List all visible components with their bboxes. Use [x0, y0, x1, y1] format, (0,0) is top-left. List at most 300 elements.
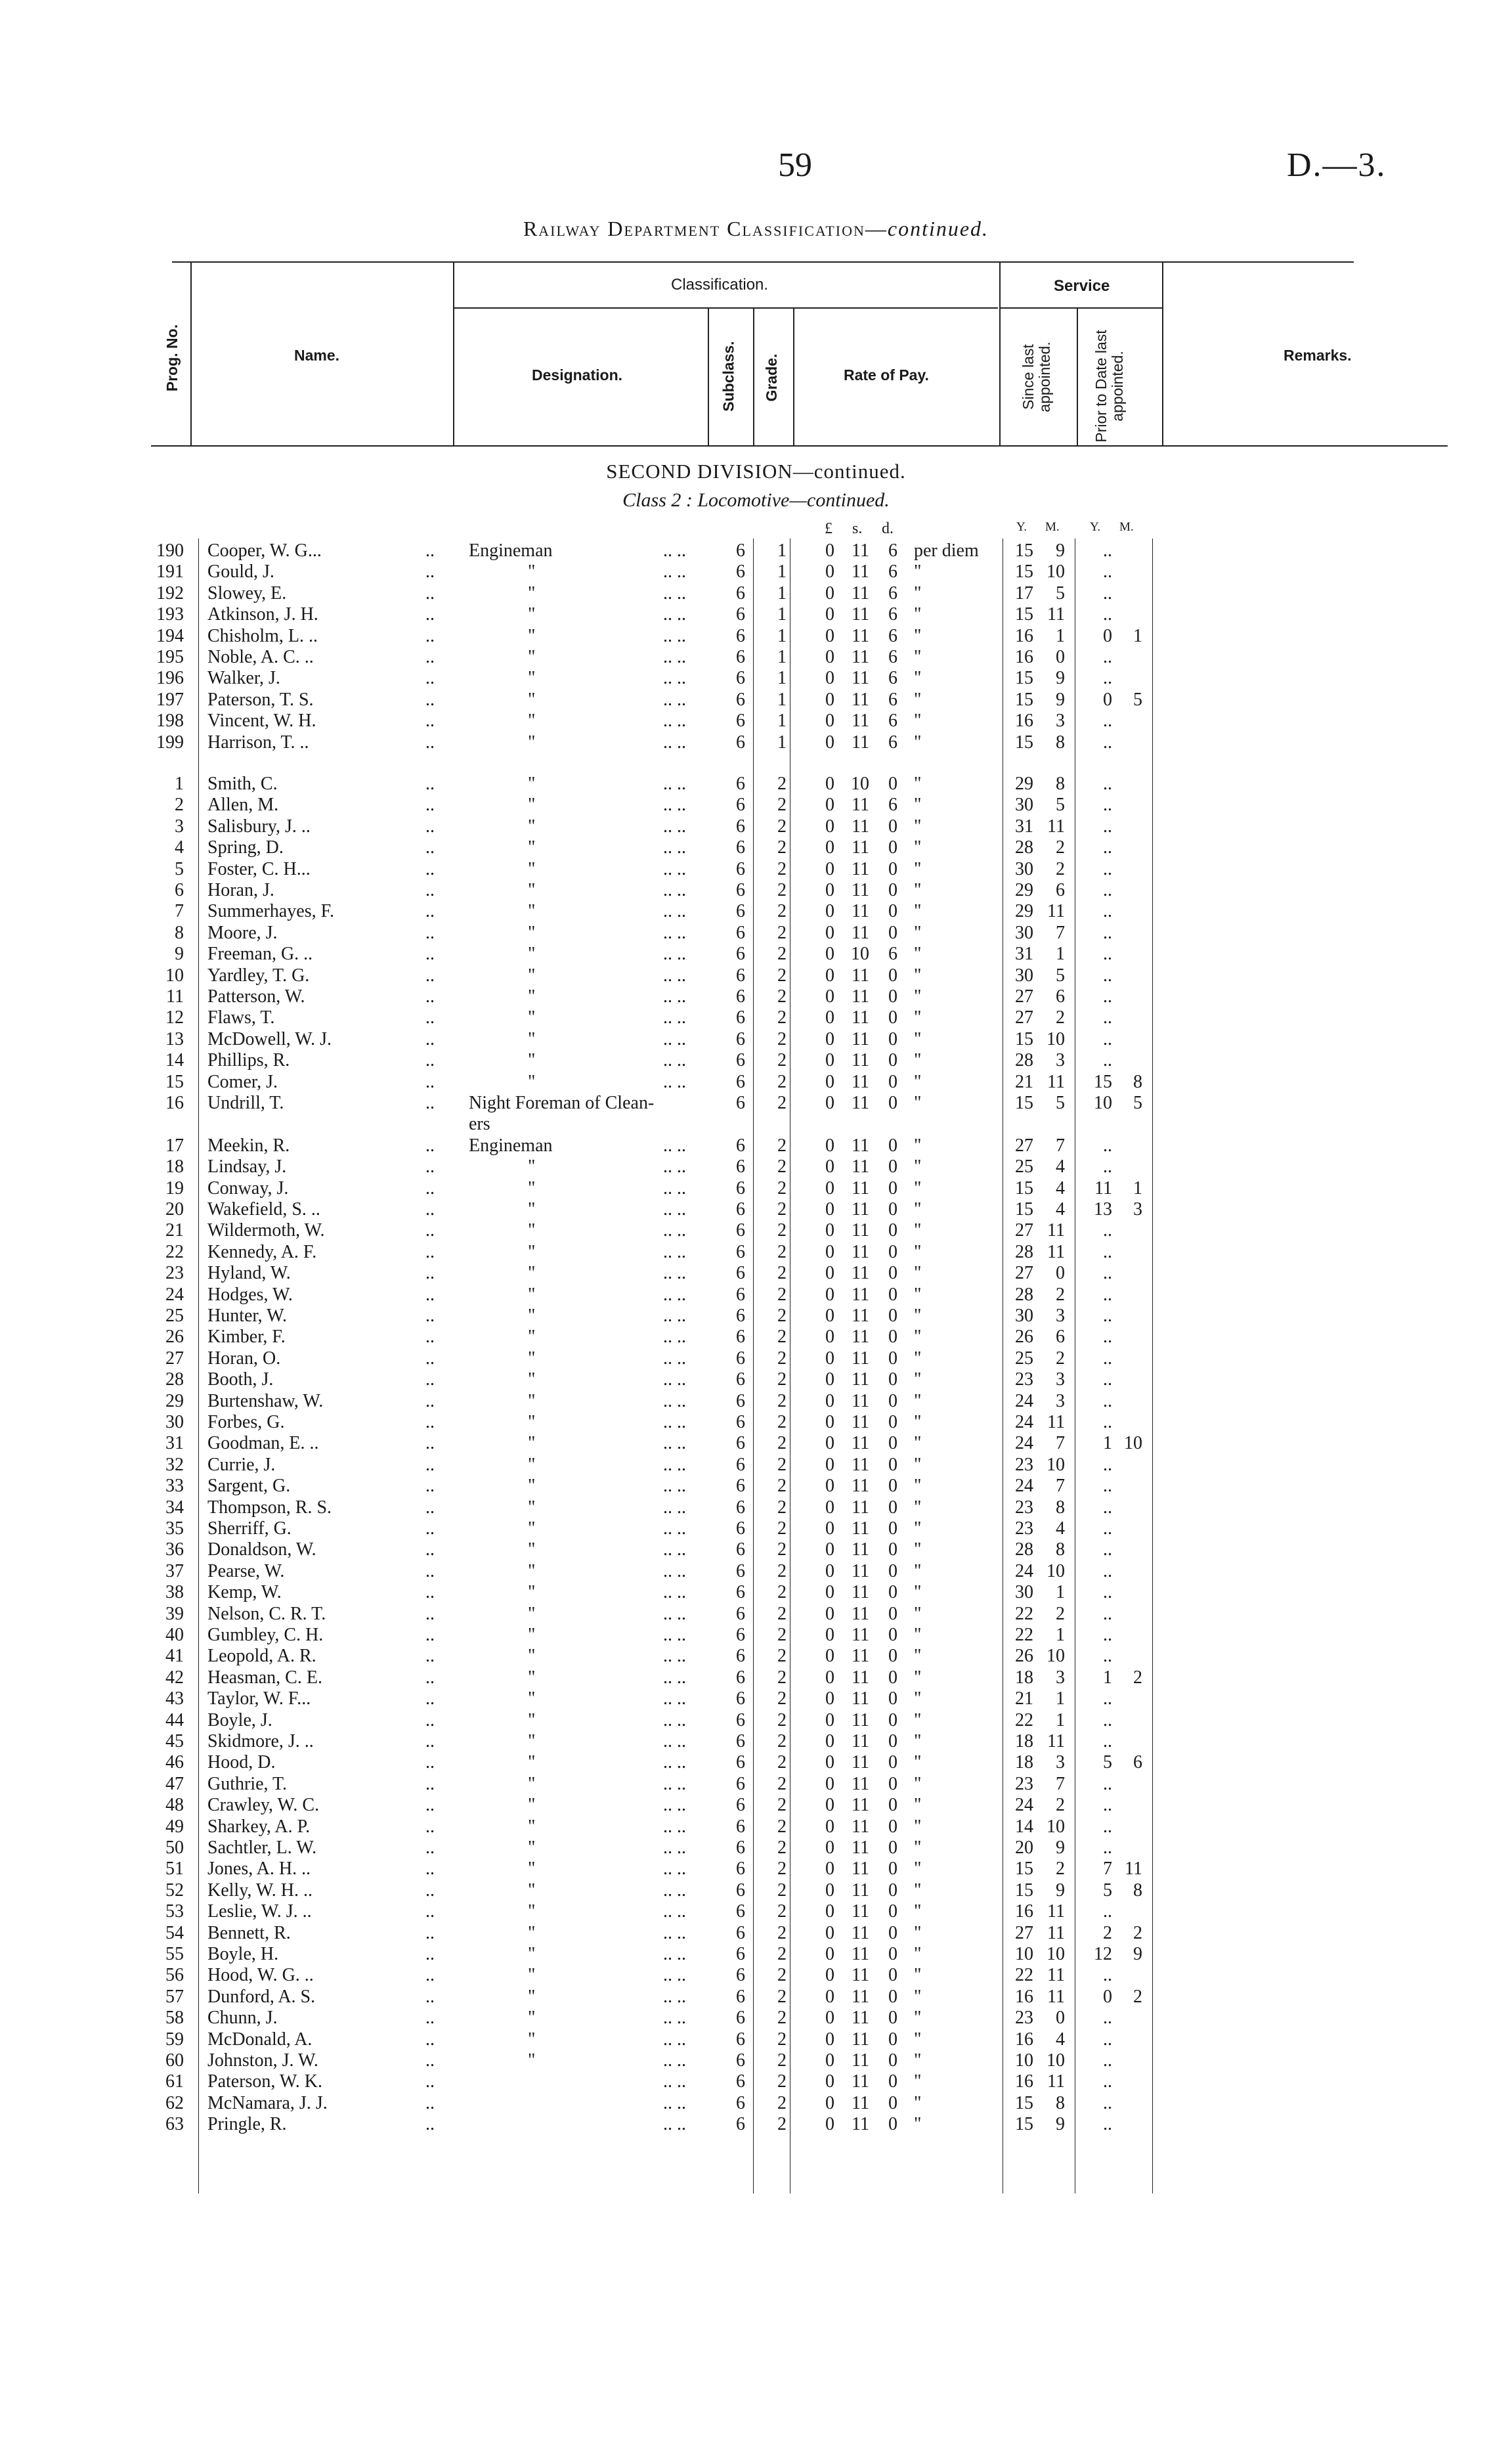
pay-pounds: 0 [825, 1688, 834, 1709]
since-years: 16 [1015, 711, 1033, 732]
leader-dots: .. [425, 1816, 435, 1837]
service-rule [999, 307, 1162, 309]
since-months: 11 [1047, 1965, 1065, 1986]
leader-dots: .. .. [663, 2114, 686, 2135]
subclass: 6 [736, 1965, 745, 1986]
since-months: 2 [1056, 1284, 1065, 1305]
subclass: 6 [736, 1518, 745, 1539]
since-months: 1 [1056, 1709, 1065, 1730]
subclass: 6 [736, 1007, 745, 1028]
prog-no: 19 [165, 1177, 184, 1199]
table-row [0, 1305, 1512, 1327]
pay-shillings: 11 [852, 1220, 869, 1241]
grade: 2 [777, 774, 787, 794]
employee-name: Noble, A. C. .. [207, 647, 314, 667]
pay-shillings: 11 [852, 1327, 869, 1348]
prog-no: 30 [165, 1412, 184, 1432]
subclass: 6 [736, 1071, 745, 1092]
since-years: 25 [1015, 1348, 1033, 1369]
grade: 2 [777, 1625, 787, 1645]
grade: 2 [777, 1986, 787, 2007]
leader-dots: .. [425, 774, 435, 794]
prior-years: .. [1103, 2092, 1112, 2113]
grade: 2 [777, 1327, 787, 1348]
leader-dots: .. [425, 944, 435, 965]
employee-name: Leopold, A. R. [207, 1646, 316, 1667]
leader-dots: .. .. [663, 2029, 686, 2050]
pay-period: " [914, 880, 922, 900]
pay-period: " [914, 1433, 922, 1454]
pay-period: " [914, 965, 922, 986]
pay-period: " [914, 901, 922, 922]
leader-dots: .. [425, 625, 435, 646]
pay-shillings: 11 [852, 837, 869, 858]
leader-dots: .. [425, 1348, 435, 1369]
pay-period: " [914, 1773, 922, 1794]
leader-dots: .. .. [663, 1241, 686, 1262]
prog-no: 60 [165, 2050, 184, 2071]
prior-years: .. [1103, 2050, 1112, 2071]
leader-dots: .. [425, 689, 435, 710]
table-row [0, 1199, 1512, 1220]
table-row [0, 1581, 1512, 1603]
prog-no: 49 [165, 1816, 184, 1837]
prior-years: .. [1103, 1625, 1112, 1645]
prog-no: 13 [165, 1028, 184, 1049]
since-years: 27 [1015, 1135, 1033, 1156]
leader-dots: .. .. [663, 1625, 686, 1645]
leader-dots: .. .. [663, 732, 686, 753]
grade: 2 [777, 1773, 787, 1794]
prog-no: 33 [165, 1476, 184, 1497]
since-years: 28 [1015, 837, 1033, 858]
subclass: 6 [736, 1625, 745, 1645]
table-row [0, 1880, 1512, 1901]
designation: " [528, 1965, 536, 1986]
pay-period: " [914, 1199, 922, 1220]
pay-pence: 6 [888, 689, 897, 710]
pay-pence: 0 [888, 837, 897, 858]
since-months: 5 [1056, 795, 1065, 816]
prog-no: 14 [165, 1050, 184, 1071]
since-years: 27 [1015, 1263, 1033, 1284]
table-row [0, 1262, 1512, 1284]
grade: 2 [777, 922, 787, 943]
since-years: 31 [1015, 944, 1033, 965]
since-years: 24 [1015, 1433, 1033, 1454]
subclass: 6 [736, 711, 745, 732]
employee-name: Wildermoth, W. [207, 1220, 325, 1241]
prior-years: .. [1103, 732, 1112, 753]
pay-pounds: 0 [825, 1241, 834, 1262]
prior-years: .. [1103, 2029, 1112, 2050]
employee-name: Salisbury, J. .. [207, 816, 311, 837]
pay-period: " [914, 583, 922, 604]
grade: 2 [777, 1241, 787, 1262]
pay-shillings: 11 [852, 1582, 869, 1603]
pay-period: " [914, 689, 922, 710]
header-grade: Grade. [763, 353, 780, 402]
leader-dots: .. .. [663, 1646, 686, 1667]
table-row [0, 2071, 1512, 2092]
pay-shillings: 11 [852, 1476, 869, 1497]
prior-months: 3 [1133, 1199, 1142, 1220]
grade: 1 [777, 689, 787, 710]
since-months: 9 [1056, 1880, 1065, 1901]
subclass: 6 [736, 1284, 745, 1305]
grade: 2 [777, 795, 787, 816]
employee-name: Comer, J. [207, 1071, 278, 1092]
pay-pounds: 0 [825, 732, 834, 753]
prior-years: .. [1103, 1007, 1112, 1028]
designation: " [528, 1709, 536, 1730]
pay-period: " [914, 858, 922, 879]
table-row [0, 1794, 1512, 1816]
employee-name: Jones, A. H. .. [207, 1859, 311, 1880]
subclass: 6 [736, 1603, 745, 1624]
prog-no: 37 [165, 1560, 184, 1581]
since-years: 15 [1015, 1199, 1033, 1220]
since-months: 4 [1056, 1199, 1065, 1220]
table-row [0, 1348, 1512, 1369]
prior-years: .. [1103, 1476, 1112, 1497]
since-years: 22 [1015, 1603, 1033, 1624]
pay-pounds: 0 [825, 1539, 834, 1560]
unit-shillings: s. [852, 520, 863, 537]
sheet-title-main: Railway Department Classification— [523, 217, 888, 240]
subclass: 6 [736, 732, 745, 753]
prog-no: 195 [156, 647, 184, 667]
leader-dots: .. [425, 1901, 435, 1922]
grade: 2 [777, 1050, 787, 1071]
since-months: 11 [1047, 1922, 1065, 1943]
leader-dots: .. .. [663, 1560, 686, 1581]
since-months: 2 [1056, 1007, 1065, 1028]
pay-pence: 0 [888, 1220, 897, 1241]
designation: " [528, 1327, 536, 1348]
subclass: 6 [736, 625, 745, 646]
grade: 2 [777, 1028, 787, 1049]
pay-pence: 0 [888, 1944, 897, 1964]
employee-name: Cooper, W. G... [207, 540, 322, 561]
table-row [0, 1497, 1512, 1518]
grade: 2 [777, 1093, 787, 1113]
employee-name: Patterson, W. [207, 986, 305, 1007]
pay-pence: 0 [888, 1731, 897, 1751]
table-row [0, 1964, 1512, 1986]
prior-years: 0 [1103, 625, 1112, 646]
prior-years: .. [1103, 1603, 1112, 1624]
designation: " [528, 2008, 536, 2029]
employee-name: Guthrie, T. [207, 1773, 288, 1794]
table-row [0, 1156, 1512, 1177]
grade: 2 [777, 1922, 787, 1943]
pay-pounds: 0 [825, 1838, 834, 1858]
leader-dots: .. [425, 1752, 435, 1773]
subclass: 6 [736, 1177, 745, 1199]
table-row [0, 2092, 1512, 2114]
subclass: 6 [736, 2029, 745, 2050]
prog-no: 62 [165, 2092, 184, 2113]
prior-years: .. [1103, 1560, 1112, 1581]
pay-shillings: 11 [852, 1518, 869, 1539]
pay-period: " [914, 1965, 922, 1986]
leader-dots: .. .. [663, 880, 686, 900]
grade: 2 [777, 2029, 787, 2050]
leader-dots: .. .. [663, 2050, 686, 2071]
employee-name: Nelson, C. R. T. [207, 1603, 326, 1624]
grade: 2 [777, 1709, 787, 1730]
leader-dots: .. [425, 2050, 435, 2071]
prior-months: 2 [1133, 1667, 1142, 1688]
prog-no: 42 [165, 1667, 184, 1688]
leader-dots: .. [425, 1497, 435, 1518]
pay-period: " [914, 1688, 922, 1709]
prior-months: 11 [1125, 1859, 1142, 1880]
leader-dots: .. .. [663, 922, 686, 943]
pay-shillings: 11 [852, 1625, 869, 1645]
prior-years: .. [1103, 1901, 1112, 1922]
prog-no: 31 [165, 1433, 184, 1454]
col-rule-4 [753, 307, 754, 445]
pay-shillings: 11 [852, 1773, 869, 1794]
pay-shillings: 11 [852, 1603, 869, 1624]
leader-dots: .. .. [663, 1986, 686, 2007]
grade: 2 [777, 1348, 787, 1369]
subclass: 6 [736, 668, 745, 689]
pay-shillings: 11 [852, 1859, 869, 1880]
table-row [0, 1688, 1512, 1709]
designation: " [528, 1625, 536, 1645]
employee-name: Burtenshaw, W. [207, 1390, 324, 1411]
pay-shillings: 11 [852, 1369, 869, 1390]
since-months: 3 [1056, 1306, 1065, 1326]
designation: " [528, 858, 536, 879]
leader-dots: .. [425, 1795, 435, 1816]
subclass: 6 [736, 880, 745, 900]
leader-dots: .. .. [663, 1028, 686, 1049]
prior-years: .. [1103, 1284, 1112, 1305]
pay-shillings: 11 [852, 732, 869, 753]
since-months: 6 [1056, 880, 1065, 900]
since-years: 30 [1015, 1582, 1033, 1603]
since-months: 9 [1056, 668, 1065, 689]
pay-pounds: 0 [825, 1603, 834, 1624]
leader-dots: .. [425, 837, 435, 858]
since-months: 0 [1056, 2008, 1065, 2029]
subclass: 6 [736, 1773, 745, 1794]
pay-period: " [914, 1816, 922, 1837]
table-row [0, 1092, 1512, 1114]
pay-pounds: 0 [825, 1816, 834, 1837]
leader-dots: .. [425, 1306, 435, 1326]
pay-pounds: 0 [825, 1390, 834, 1411]
prior-months: 10 [1124, 1433, 1142, 1454]
prog-no: 21 [165, 1220, 184, 1241]
pay-pence: 0 [888, 1156, 897, 1177]
subclass: 6 [736, 1156, 745, 1177]
grade: 2 [777, 1263, 787, 1284]
subclass: 6 [736, 1327, 745, 1348]
leader-dots: .. .. [663, 1773, 686, 1794]
leader-dots: .. [425, 2071, 435, 2092]
pay-pounds: 0 [825, 2071, 834, 2092]
prog-no: 6 [175, 880, 184, 900]
leader-dots: .. .. [663, 1518, 686, 1539]
leader-dots: .. .. [663, 1667, 686, 1688]
pay-period: " [914, 711, 922, 732]
leader-dots: .. .. [663, 1859, 686, 1880]
grade: 2 [777, 816, 787, 837]
leader-dots: .. .. [663, 1816, 686, 1837]
since-years: 22 [1015, 1709, 1033, 1730]
pay-shillings: 11 [852, 1795, 869, 1816]
subclass: 6 [736, 1476, 745, 1497]
since-months: 3 [1056, 711, 1065, 732]
prior-years: .. [1103, 1688, 1112, 1709]
designation: " [528, 1667, 536, 1688]
designation: " [528, 1390, 536, 1411]
table-row [0, 2050, 1512, 2071]
prior-months: 9 [1133, 1944, 1142, 1964]
table-row [0, 1943, 1512, 1965]
prior-months: 5 [1133, 689, 1142, 710]
designation: " [528, 965, 536, 986]
subclass: 6 [736, 901, 745, 922]
grade: 2 [777, 1518, 787, 1539]
since-months: 7 [1056, 922, 1065, 943]
subclass: 6 [736, 1816, 745, 1837]
since-years: 28 [1015, 1050, 1033, 1071]
employee-name: Pringle, R. [207, 2114, 287, 2135]
subclass: 6 [736, 944, 745, 965]
pay-pence: 0 [888, 1007, 897, 1028]
employee-name: Lindsay, J. [207, 1156, 287, 1177]
since-months: 4 [1056, 1156, 1065, 1177]
designation: " [528, 1050, 536, 1071]
employee-name: Meekin, R. [207, 1135, 290, 1156]
table-row [0, 2113, 1512, 2135]
subclass: 6 [736, 1880, 745, 1901]
employee-name: Vincent, W. H. [207, 711, 316, 732]
subclass: 6 [736, 837, 745, 858]
pay-shillings: 11 [852, 1454, 869, 1475]
pay-shillings: 11 [852, 1135, 869, 1156]
designation: " [528, 689, 536, 710]
prog-no: 192 [156, 583, 184, 604]
leader-dots: .. [425, 858, 435, 879]
table-row [0, 1560, 1512, 1582]
prog-no: 51 [165, 1859, 184, 1880]
prog-no: 3 [175, 816, 184, 837]
pay-pence: 0 [888, 1369, 897, 1390]
table-row [0, 667, 1512, 689]
leader-dots: .. [425, 1688, 435, 1709]
pay-period: " [914, 2050, 922, 2071]
since-months: 11 [1047, 2071, 1065, 2092]
prior-years: .. [1103, 1646, 1112, 1667]
since-months: 11 [1047, 816, 1065, 837]
subclass: 6 [736, 1922, 745, 1943]
employee-name: Moore, J. [207, 922, 278, 943]
prior-months: 8 [1133, 1880, 1142, 1901]
leader-dots: .. [425, 1539, 435, 1560]
pay-pence: 6 [888, 732, 897, 753]
table-row [0, 1432, 1512, 1454]
employee-name: Sharkey, A. P. [207, 1816, 311, 1837]
subclass: 6 [736, 1306, 745, 1326]
col-rule-2 [453, 261, 454, 445]
pay-pence: 0 [888, 1093, 897, 1113]
employee-name: Hood, D. [207, 1752, 276, 1773]
leader-dots: .. [425, 901, 435, 922]
table-row [0, 1135, 1512, 1156]
designation: " [528, 1752, 536, 1773]
leader-dots: .. .. [663, 1688, 686, 1709]
pay-pence: 0 [888, 1390, 897, 1411]
prior-years: .. [1103, 965, 1112, 986]
pay-pounds: 0 [825, 816, 834, 837]
leader-dots: .. .. [663, 944, 686, 965]
prior-years: 0 [1103, 1986, 1112, 2007]
designation: Engineman [469, 540, 553, 561]
prog-no: 8 [175, 922, 184, 943]
prior-years: .. [1103, 2008, 1112, 2029]
subclass: 6 [736, 1688, 745, 1709]
unit-months: M. [1045, 520, 1060, 534]
designation: " [528, 1838, 536, 1858]
since-years: 27 [1015, 986, 1033, 1007]
table-row [0, 1411, 1512, 1433]
subclass: 6 [736, 1220, 745, 1241]
pay-period: " [914, 1560, 922, 1581]
since-years: 24 [1015, 1560, 1033, 1581]
prior-years: .. [1103, 583, 1112, 604]
pay-pence: 0 [888, 922, 897, 943]
leader-dots: .. .. [663, 1901, 686, 1922]
since-years: 16 [1015, 647, 1033, 667]
pay-pence: 0 [888, 2029, 897, 2050]
since-years: 15 [1015, 1028, 1033, 1049]
table-row [0, 1624, 1512, 1646]
pay-pounds: 0 [825, 1709, 834, 1730]
leader-dots: .. .. [663, 965, 686, 986]
employee-name: Hyland, W. [207, 1263, 291, 1284]
subclass: 6 [736, 1093, 745, 1113]
table-row [0, 1007, 1512, 1028]
leader-dots: .. [425, 2092, 435, 2113]
table-row [0, 540, 1512, 561]
pay-pounds: 0 [825, 1199, 834, 1220]
since-years: 27 [1015, 1007, 1033, 1028]
pay-pence: 0 [888, 1859, 897, 1880]
since-months: 11 [1047, 1220, 1065, 1241]
subclass: 6 [736, 1709, 745, 1730]
employee-name: Skidmore, J. .. [207, 1731, 314, 1751]
grade: 2 [777, 986, 787, 1007]
designation: " [528, 561, 536, 583]
employee-name: Foster, C. H... [207, 858, 311, 879]
pay-pence: 0 [888, 1773, 897, 1794]
leader-dots: .. [425, 604, 435, 625]
grade: 2 [777, 1795, 787, 1816]
prog-no: 196 [156, 668, 184, 689]
prior-months: 2 [1133, 1922, 1142, 1943]
leader-dots: .. [425, 1709, 435, 1730]
leader-dots: .. [425, 2114, 435, 2135]
since-years: 14 [1015, 1816, 1033, 1837]
classification-rule [453, 307, 998, 309]
